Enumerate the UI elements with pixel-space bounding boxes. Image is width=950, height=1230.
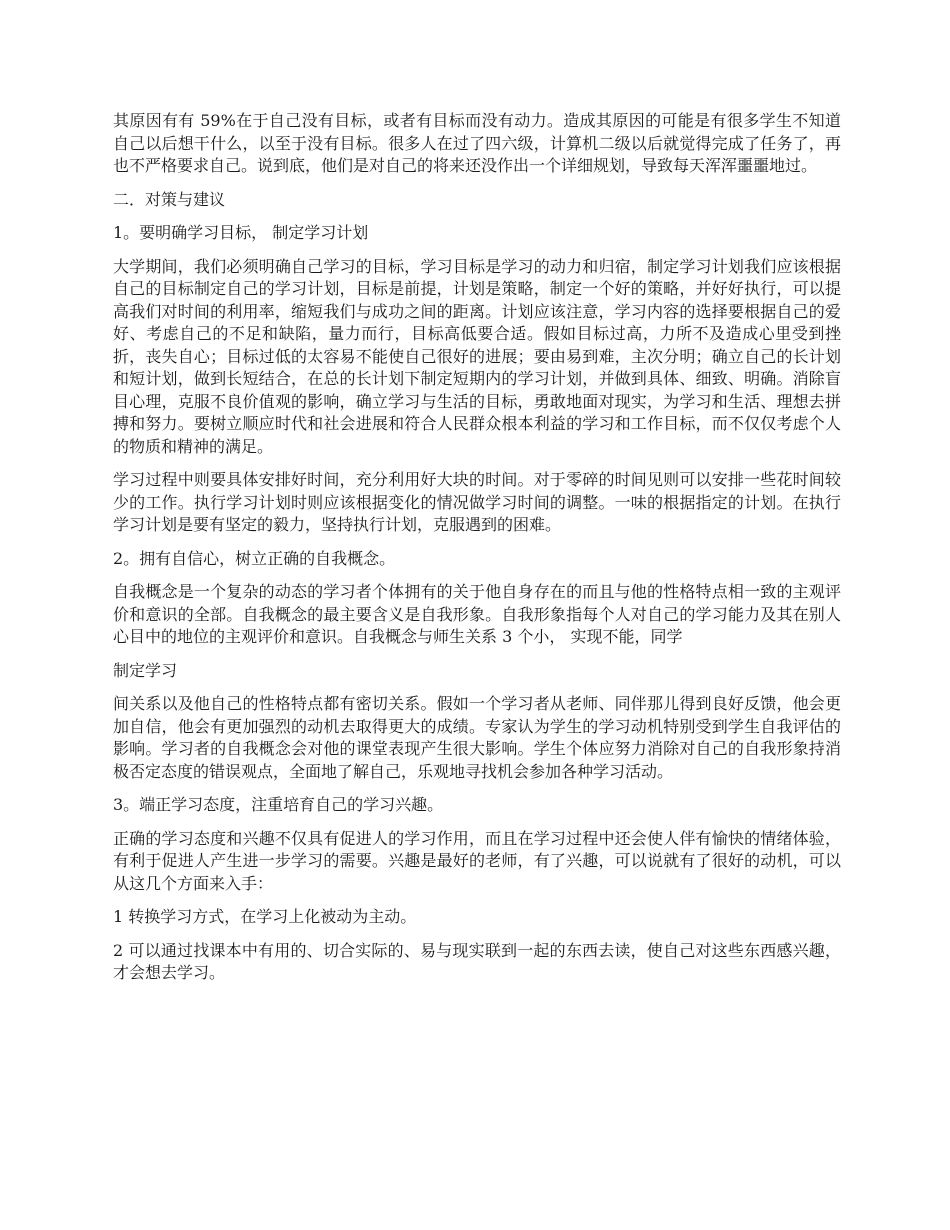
paragraph-cause: 其原因有有 59%在于自己没有目标，或者有目标而没有动力。造成其原因的可能是有很多学生不知道自己以后想干什么，以至于没有目标。很多人在过了四六级，计算机二级以后就觉得完成了任务了，再也不严格要求自己。说到底，他们是对自己的将来还没作出一个详细规划，导致每天浑浑噩噩地过。 (113, 111, 841, 175)
paragraph-learning-goals: 大学期间，我们必须明确自己学习的目标，学习目标是学习的动力和归宿，制定学习计划我们应该根据自己的目标制定自己的学习计划，目标是前提，计划是策略，制定一个好的策略，并好好执行，可以提高我们对时间的利用率，缩短我们与成功之间的距离。计划应该注意，学习内容的选择要根据自己的爱好、考虑自己的不足和缺陷，量力而行，目标高低要合适。假如目标过高，力所不及造成心里受到挫折，丧失自心；目标过低的太容易不能使自己很好的进展；要由易到难，主次分明；确立自己的长计划和短计划，做到长短结合，在总的长计划下制定短期内的学习计划，并做到具体、细致、明确。消除盲目心理，克服不良价值观的影响，确立学习与生活的目标，勇敢地面对现实，为学习和生活、理想去拼搏和努力。要树立顺应时代和社会进展和符合人民群众根本利益的学习和工作目标，而不仅仅考虑个人的物质和精神的满足。 (113, 256, 841, 456)
paragraph-self-concept: 自我概念是一个复杂的动态的学习者个体拥有的关于他自身存在的而且与他的性格特点相一致的主观评价和意识的全部。自我概念的最主要含义是自我形象。自我形象指每个人对自己的学习能力及其在别人心目中的地位的主观评价和意识。自我概念与师生关系 3 个小， 实现不能，同学 (113, 582, 841, 646)
heading-self-confidence: 2。拥有自信心，树立正确的自我概念。 (113, 548, 396, 568)
paragraph-time-arrangement: 学习过程中则要具体安排好时间，充分利用好大块的时间。对于零碎的时间见则可以安排一些花时间较少的工作。执行学习计划时则应该根据变化的情况做学习时间的调整。一味的根据指定的计划。在执行学习计划是要有坚定的毅力，坚持执行计划，克服遇到的困难。 (113, 470, 841, 534)
document-body (113, 110, 841, 996)
heading-countermeasures: 二．对策与建议 (113, 189, 226, 209)
list-item-1: 1 转换学习方式，在学习上化被动为主动。 (113, 907, 417, 926)
fragment-make-study: 制定学习 (113, 660, 178, 680)
paragraph-relationships: 间关系以及他自己的性格特点都有密切关系。假如一个学习者从老师、同伴那儿得到良好反馈，他会更加自信，他会有更加强烈的动机去取得更大的成绩。专家认为学生的学习动机特别受到学生自我评估的影响。学习者的自我概念会对他的课堂表现产生很大影响。学生个体应努力消除对自己的自我形象持消极否定态度的错误观点，全面地了解自己，乐观地寻找机会参加各种学习活动。 (113, 694, 841, 781)
heading-learning-goals: 1。要明确学习目标， 制定学习计划 (113, 223, 369, 242)
list-item-2: 2 可以通过找课本中有用的、切合实际的、易与现实联到一起的东西去读，使自己对这些东西感兴趣，才会想去学习。 (113, 940, 841, 982)
paragraph-attitude-interest: 正确的学习态度和兴趣不仅具有促进人的学习作用，而且在学习过程中还会使人伴有愉快的情绪体验，有利于促进人产生进一步学习的需要。兴趣是最好的老师，有了兴趣，可以说就有了很好的动机，可以从这几个方面来入手： (113, 828, 841, 893)
heading-learning-attitude: 3。端正学习态度，注重培育自己的学习兴趣。 (113, 795, 444, 814)
